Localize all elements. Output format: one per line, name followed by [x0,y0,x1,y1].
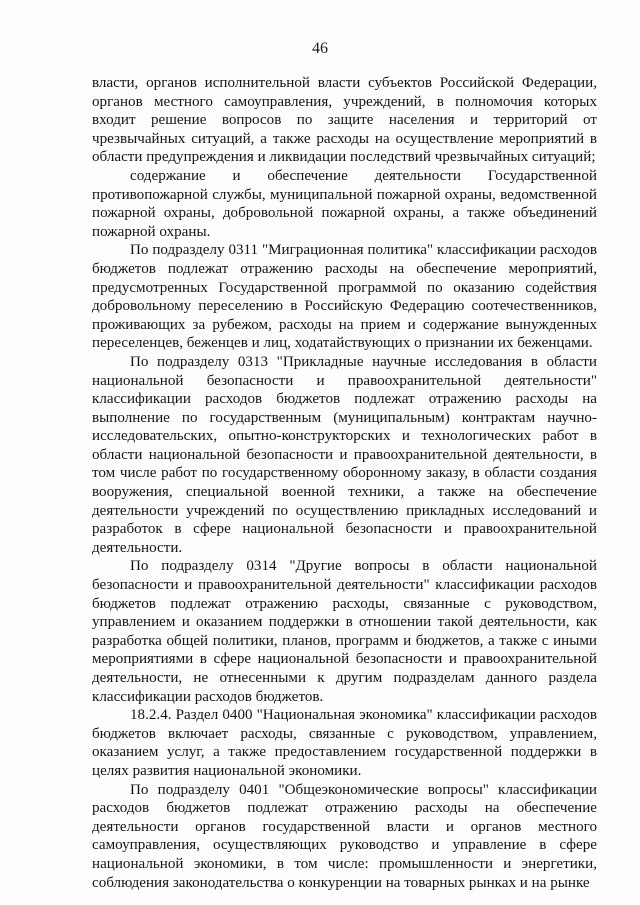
paragraph-subsection-0311: По подразделу 0311 "Миграционная политика" классификации расходов бюджетов подлежат отражению расходы на обеспечение мероприятий, предусмотренных Государственной программой по оказанию содействия добровольному переселению в Российскую Федерацию соотечественников, проживающих за рубежом, расходы на прием и содержание вынужденных переселенцев, беженцев и лиц, ходатайствующих о признании их беженцами. [92,242,597,352]
paragraph-emergency-continuation: власти, органов исполнительной власти субъектов Российской Федерации, органов местного самоуправления, учреждений, в полномочия которых входит решение вопросов по защите населения и территорий от чрезвычайных ситуаций, а также расходы на осуществление мероприятий в области предупреждения и ликвидации последствий чрезвычайных ситуаций; [92,75,597,166]
paragraph-section-0400: 18.2.4. Раздел 0400 "Национальная экономика" классификации расходов бюджетов включает расходы, связанные с руководством, управлением, оказанием услуг, а также предоставлением государственной поддержки в целях развития национальной экономики. [92,707,597,779]
paragraph-subsection-0401: По подразделу 0401 "Общеэкономические вопросы" классификации расходов бюджетов подлежат отражению расходы на обеспечение деятельности органов государственной власти и органов местного самоуправления, осуществляющих руководство и управление в сфере национальной экономики, в том числе: промышленности и энергетики, соблюдения законодательства о конкуренции на товарных рынках и на рынке [92,781,597,891]
paragraph-subsection-0313: По подразделу 0313 "Прикладные научные исследования в области национальной безопасности и правоохранительной деятельности" классификации расходов бюджетов подлежат отражению расходы на выполнение по государственным (муниципальным) контрактам научно-исследовательских, опытно-конструкторских и технологических работ в области национальной безопасности и правоохранительной деятельности, в том числе работ по государственному оборонному заказу, в области создания вооружения, специальной военной техники, а также на обеспечение деятельности учреждений по осуществлению прикладных исследований и разработок в сфере национальной безопасности и правоохранительной деятельности. [92,353,597,556]
paragraph-subsection-0314: По подразделу 0314 "Другие вопросы в области национальной безопасности и правоохранительной деятельности" классификации расходов бюджетов подлежат отражению расходы, связанные с руководством, управлением и оказанием поддержки в отношении такой деятельности, как разработка общей политики, планов, программ и бюджетов, а также с иными мероприятиями в сфере национальной безопасности и правоохранительной деятельности, не отнесенными к другим подразделам данного раздела классификации расходов бюджетов. [92,558,597,705]
paragraph-fire-service: содержание и обеспечение деятельности Государственной противопожарной службы, муниципальной пожарной охраны, ведомственной пожарной охраны, добровольной пожарной охраны, а также объединений пожарной охраны. [92,167,597,240]
document-body [92,74,597,892]
page-number: 46 [312,40,328,57]
